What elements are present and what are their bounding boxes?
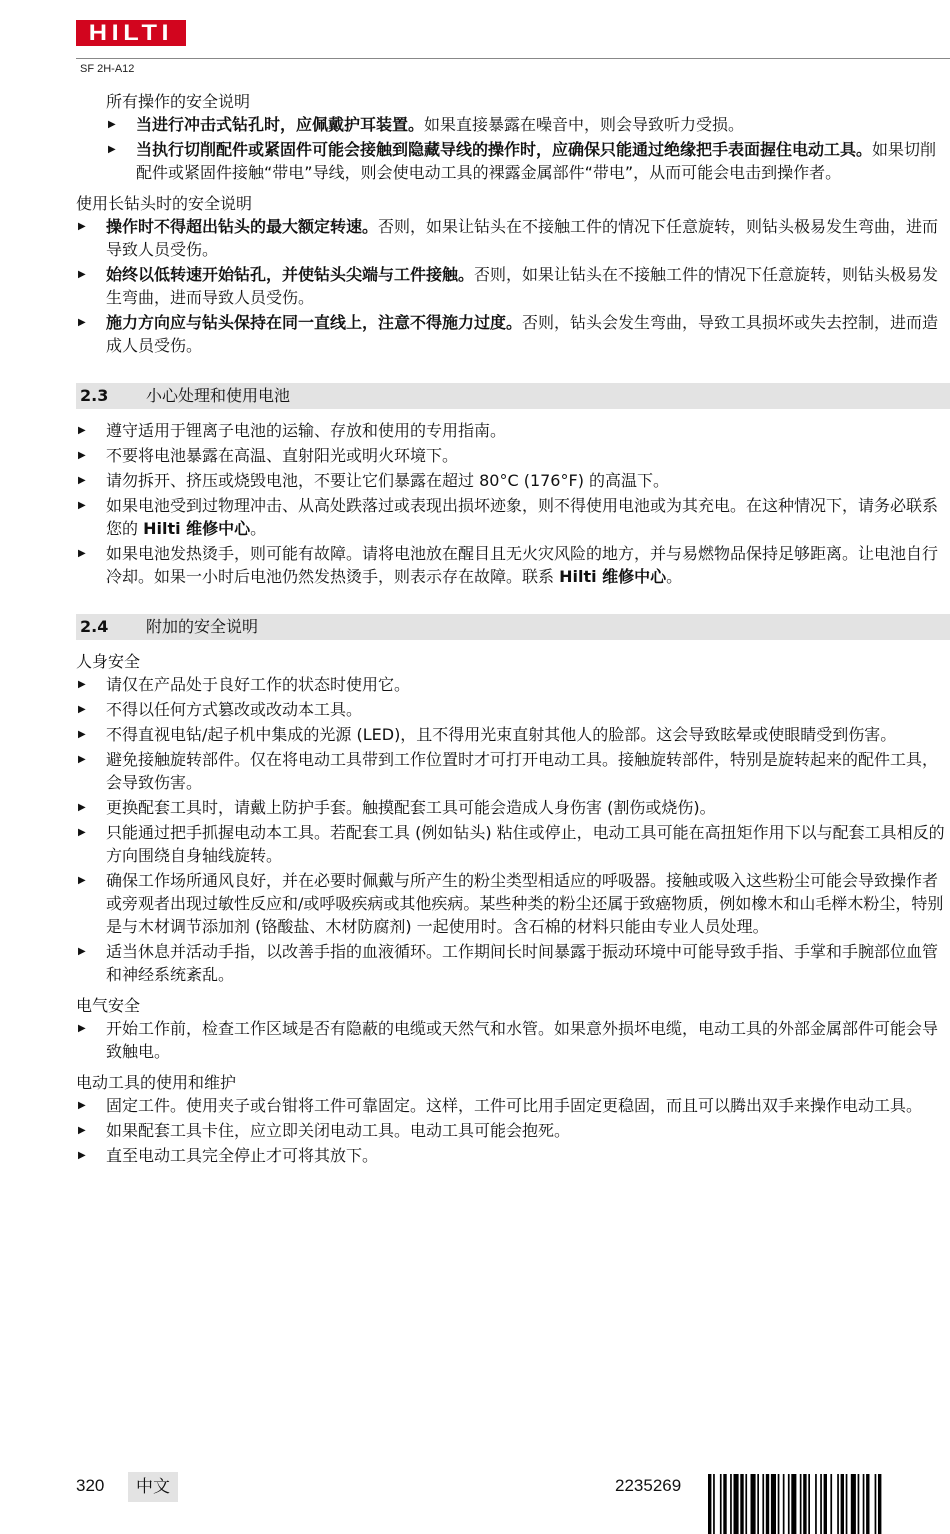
- electrical-safety-list: [76, 1017, 946, 1063]
- bullet-arrow-icon: ▶: [78, 679, 86, 690]
- list-item: ▶ 请仅在产品处于良好工作的状态时使用它。: [78, 675, 411, 694]
- list-item: ▶ 直至电动工具完全停止才可将其放下。: [78, 1146, 379, 1165]
- personal-safety-list: [76, 673, 946, 986]
- bullet-arrow-icon: ▶: [78, 425, 86, 436]
- bullet-arrow-icon: ▶: [78, 1023, 86, 1034]
- bullet-arrow-icon: ▶: [78, 1125, 86, 1136]
- long-bits-list: [76, 215, 946, 357]
- list-item: ▶ 遵守适用于锂离子电池的运输、存放和使用的专用指南。: [78, 421, 507, 440]
- bullet-arrow-icon: ▶: [78, 548, 86, 559]
- list-item: ▶ 固定工件。使用夹子或台钳将工件可靠固定。这样，工件可比用手固定更稳固，而且可以腾出双手来操作电动工具。: [78, 1096, 923, 1115]
- list-item: ▶ 如果电池受到过物理冲击、从高处跌落过或表现出损坏迹象，则不得使用电池或为其充电。在这种情况下，请务必联系您的 Hilti 维修中心。: [78, 496, 939, 538]
- list-item: ▶ 操作时不得超出钻头的最大额定转速。否则，如果让钻头在不接触工件的情况下任意旋转，则钻头极易发生弯曲，进而导致人员受伤。: [78, 217, 939, 259]
- bullet-arrow-icon: ▶: [78, 1100, 86, 1111]
- bullet-arrow-icon: ▶: [78, 946, 86, 957]
- list-item: ▶ 如果电池发热烫手，则可能有故障。请将电池放在醒目且无火灾风险的地方，并与易燃物品保持足够距离。让电池自行冷却。如果一小时后电池仍然发热烫手，则表示存在故障。联系 Hilti 维修中心。: [78, 544, 939, 586]
- list-item: ▶ 不要将电池暴露在高温、直射阳光或明火环境下。: [78, 446, 459, 465]
- list-item: ▶ 当执行切削配件或紧固件可能会接触到隐藏导线的操作时，应确保只能通过绝缘把手表面握住电动工具。如果切削配件或紧固件接触“带电”导线，则会使电动工具的裸露金属部件“带电”，从而可能会电击到操作者。: [108, 140, 937, 182]
- list-item: ▶ 开始工作前，检查工作区域是否有隐蔽的电缆或天然气和水管。如果意外损坏电缆，电动工具的外部金属部件可能会导致触电。: [78, 1019, 939, 1061]
- main-content: [76, 90, 946, 1169]
- bullet-arrow-icon: ▶: [78, 827, 86, 838]
- electrical-safety-heading: 电气安全: [76, 996, 141, 1015]
- document-code: 2235269: [615, 1476, 682, 1495]
- model-label: SF 2H-A12: [80, 63, 135, 75]
- section-2-3-header: [76, 383, 950, 409]
- drilling-list: [76, 113, 946, 184]
- section-number: 2.4: [80, 617, 109, 636]
- list-item: ▶ 当进行冲击式钻孔时，应佩戴护耳装置。如果直接暴露在噪音中，则会导致听力受损。: [108, 115, 745, 134]
- long-bits-heading: 使用长钻头时的安全说明: [76, 194, 253, 213]
- list-item: ▶ 确保工作场所通风良好，并在必要时佩戴与所产生的粉尘类型相适应的呼吸器。接触或吸入这些粉尘可能会导致操作者或旁观者出现过敏性反应和/或呼吸疾病或其他疾病。某些种类的粉尘还属于致癌物质，例如橡木和山毛榉木粉尘，特别是与木材调节添加剂 (铬酸盐、木材防腐剂) 一起使用时。含石棉的材料只能由专业人员处理。: [78, 871, 944, 936]
- list-item: ▶ 如果配套工具卡住，应立即关闭电动工具。电动工具可能会抱死。: [78, 1121, 571, 1140]
- section-2-4-header: [76, 614, 950, 640]
- list-item: ▶ 始终以低转速开始钻孔，并使钻头尖端与工件接触。否则，如果让钻头在不接触工件的情况下任意旋转，则钻头极易发生弯曲，进而导致人员受伤。: [78, 265, 939, 307]
- list-item: ▶ 不得以任何方式篡改或改动本工具。: [78, 700, 363, 719]
- bullet-arrow-icon: ▶: [78, 269, 86, 280]
- list-item: ▶ 避免接触旋转部件。仅在将电动工具带到工作位置时才可打开电动工具。接触旋转部件，特别是旋转起来的配件工具，会导致伤害。: [78, 750, 939, 792]
- list-item: ▶ 更换配套工具时，请戴上防护手套。触摸配套工具可能会造成人身伤害 (割伤或烧伤)。: [78, 798, 716, 817]
- bullet-arrow-icon: ▶: [78, 1150, 86, 1161]
- list-item: ▶ 适当休息并活动手指，以改善手指的血液循环。工作期间长时间暴露于振动环境中可能导致手指、手掌和手腕部位血管和神经系统紊乱。: [78, 942, 939, 984]
- list-item: ▶ 只能通过把手抓握电动本工具。若配套工具 (例如钻头) 粘住或停止，电动工具可能在高扭矩作用下以与配套工具相反的方向围绕自身轴线旋转。: [78, 823, 945, 865]
- bullet-arrow-icon: ▶: [78, 500, 86, 511]
- hilti-logo: HILTI: [76, 20, 186, 46]
- bullet-arrow-icon: ▶: [78, 802, 86, 813]
- page-number: 320: [76, 1476, 105, 1495]
- language-badge: 中文: [128, 1472, 178, 1502]
- list-item: ▶ 施力方向应与钻头保持在同一直线上，注意不得施力过度。否则，钻头会发生弯曲，导致工具损坏或失去控制，进而造成人员受伤。: [78, 313, 939, 355]
- tool-use-list: [76, 1094, 946, 1167]
- list-item: ▶ 不得直视电钻/起子机中集成的光源 (LED)，且不得用光束直射其他人的脸部。这会导致眩晕或使眼睛受到伤害。: [78, 725, 897, 744]
- bullet-arrow-icon: ▶: [78, 729, 86, 740]
- battery-list: [76, 419, 946, 588]
- list-item: ▶ 请勿拆开、挤压或烧毁电池，不要让它们暴露在超过 80°C (176°F) 的高温下。: [78, 471, 670, 490]
- header-rule: [76, 58, 950, 59]
- section-title: 附加的安全说明: [146, 617, 259, 636]
- personal-safety-heading: 人身安全: [76, 652, 141, 671]
- bullet-arrow-icon: ▶: [78, 704, 86, 715]
- bullet-arrow-icon: ▶: [78, 875, 86, 886]
- barcode-icon: [708, 1474, 948, 1534]
- section-title: 小心处理和使用电池: [146, 386, 291, 405]
- bullet-arrow-icon: ▶: [78, 317, 86, 328]
- section-number: 2.3: [80, 386, 109, 405]
- tool-use-heading: 电动工具的使用和维护: [76, 1073, 237, 1092]
- drilling-heading: 所有操作的安全说明: [106, 92, 251, 111]
- bullet-arrow-icon: ▶: [78, 221, 86, 232]
- bullet-arrow-icon: ▶: [78, 754, 86, 765]
- bullet-arrow-icon: ▶: [108, 119, 116, 130]
- bullet-arrow-icon: ▶: [78, 450, 86, 461]
- bullet-arrow-icon: ▶: [108, 144, 116, 155]
- bullet-arrow-icon: ▶: [78, 475, 86, 486]
